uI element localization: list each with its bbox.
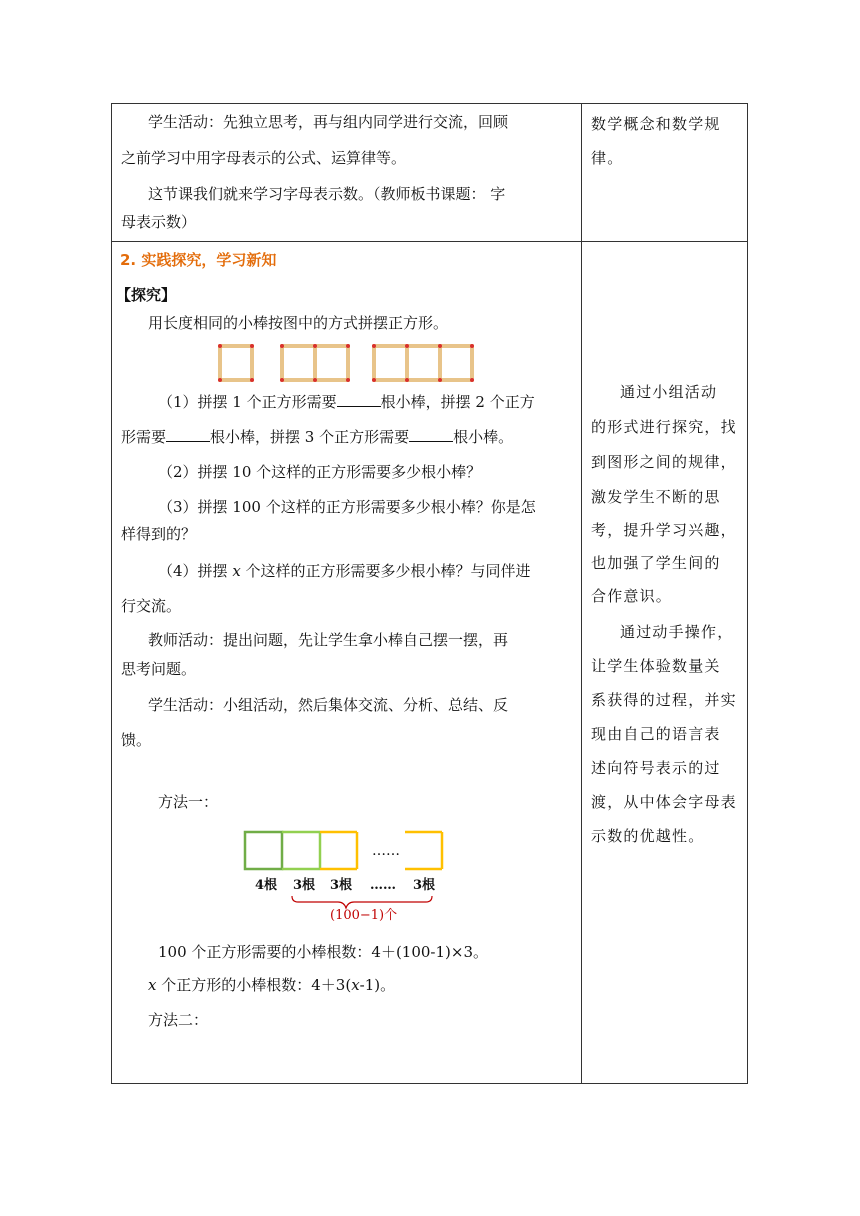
diagram-label-4: 4根	[255, 878, 278, 893]
matchstick-squares-figure	[212, 338, 482, 386]
task-intro: 用长度相同的小棒按图中的方式拼摆正方形。	[148, 314, 449, 332]
side-note-2-line2: 让学生体验数量关	[591, 657, 721, 675]
side-note-2-line5: 述向符号表示的过	[591, 759, 721, 777]
lesson-intro-line2: 母表示数）	[121, 213, 197, 231]
method-1-label: 方法一：	[158, 793, 219, 811]
question-3-line1: （3）拼摆 100 个这样的正方形需要多少根小棒？你是怎	[158, 498, 536, 516]
diagram-label-dots: ……	[370, 878, 396, 893]
question-4-line1: （4）拼摆 x 个这样的正方形需要多少根小棒？与同伴进	[158, 562, 531, 580]
question-1-line1: （1）拼摆 1 个正方形需要 根小棒，拼摆 2 个正方	[158, 393, 535, 411]
student-activity2-line2: 馈。	[121, 731, 152, 749]
formula-2: x 个正方形的小棒根数：4＋3(x-1)。	[148, 976, 396, 994]
formula-1: 100 个正方形需要的小棒根数：4＋(100-1)×3。	[158, 943, 489, 961]
lesson-intro-line1: 这节课我们就来学习字母表示数。（教师板书课题： 字	[148, 185, 506, 203]
side-note-1-line1: 通过小组活动	[620, 383, 718, 401]
row-divider	[112, 241, 747, 242]
side-note-1-line4: 激发学生不断的思	[591, 488, 721, 506]
diagram-ellipsis: ……	[372, 843, 400, 859]
side-note-1-line2: 的形式进行探究，找	[591, 418, 737, 436]
side-note-top-line2: 律。	[591, 149, 624, 167]
side-note-1-line6: 也加强了学生间的	[591, 554, 721, 572]
side-note-2-line1: 通过动手操作，	[620, 623, 734, 641]
side-note-1-line7: 合作意识。	[591, 587, 673, 605]
student-activity-line1: 学生活动：先独立思考，再与组内同学进行交流，回顾	[148, 113, 509, 131]
side-note-2-line3: 系获得的过程，并实	[591, 691, 737, 709]
side-note-2-line7: 示数的优越性。	[591, 827, 705, 845]
question-1-line2: 形需要 根小棒，拼摆 3 个正方形需要 根小棒。	[121, 428, 514, 446]
teacher-activity-line2: 思考问题。	[121, 660, 197, 678]
side-note-1-line5: 考，提升学习兴趣，	[591, 521, 737, 539]
side-note-2-line6: 渡，从中体会字母表	[591, 793, 737, 811]
question-3-line2: 样得到的？	[121, 525, 197, 543]
diagram-label-3a: 3根	[293, 878, 316, 893]
column-divider	[581, 104, 582, 1083]
teacher-activity-line1: 教师活动：提出问题，先让学生拿小棒自己摆一摆，再	[148, 631, 509, 649]
question-2: （2）拼摆 10 个这样的正方形需要多少根小棒？	[158, 463, 482, 481]
diagram-label-3c: 3根	[413, 878, 436, 893]
side-note-1-line3: 到图形之间的规律，	[591, 453, 737, 471]
side-note-top-line1: 数学概念和数学规	[591, 115, 721, 133]
section-heading: 2. 实践探究，学习新知	[120, 251, 277, 269]
side-note-2-line4: 现由自己的语言表	[591, 725, 721, 743]
explore-label: 【探究】	[116, 286, 177, 304]
question-4-line2: 行交流。	[121, 597, 182, 615]
diagram-label-3b: 3根	[330, 878, 353, 893]
student-activity-line2: 之前学习中用字母表示的公式、运算律等。	[121, 149, 407, 167]
diagram-brace-label: (100−1)个	[330, 908, 398, 923]
student-activity2-line1: 学生活动：小组活动，然后集体交流、分析、总结、反	[148, 696, 509, 714]
method-2-label: 方法二：	[148, 1011, 209, 1029]
